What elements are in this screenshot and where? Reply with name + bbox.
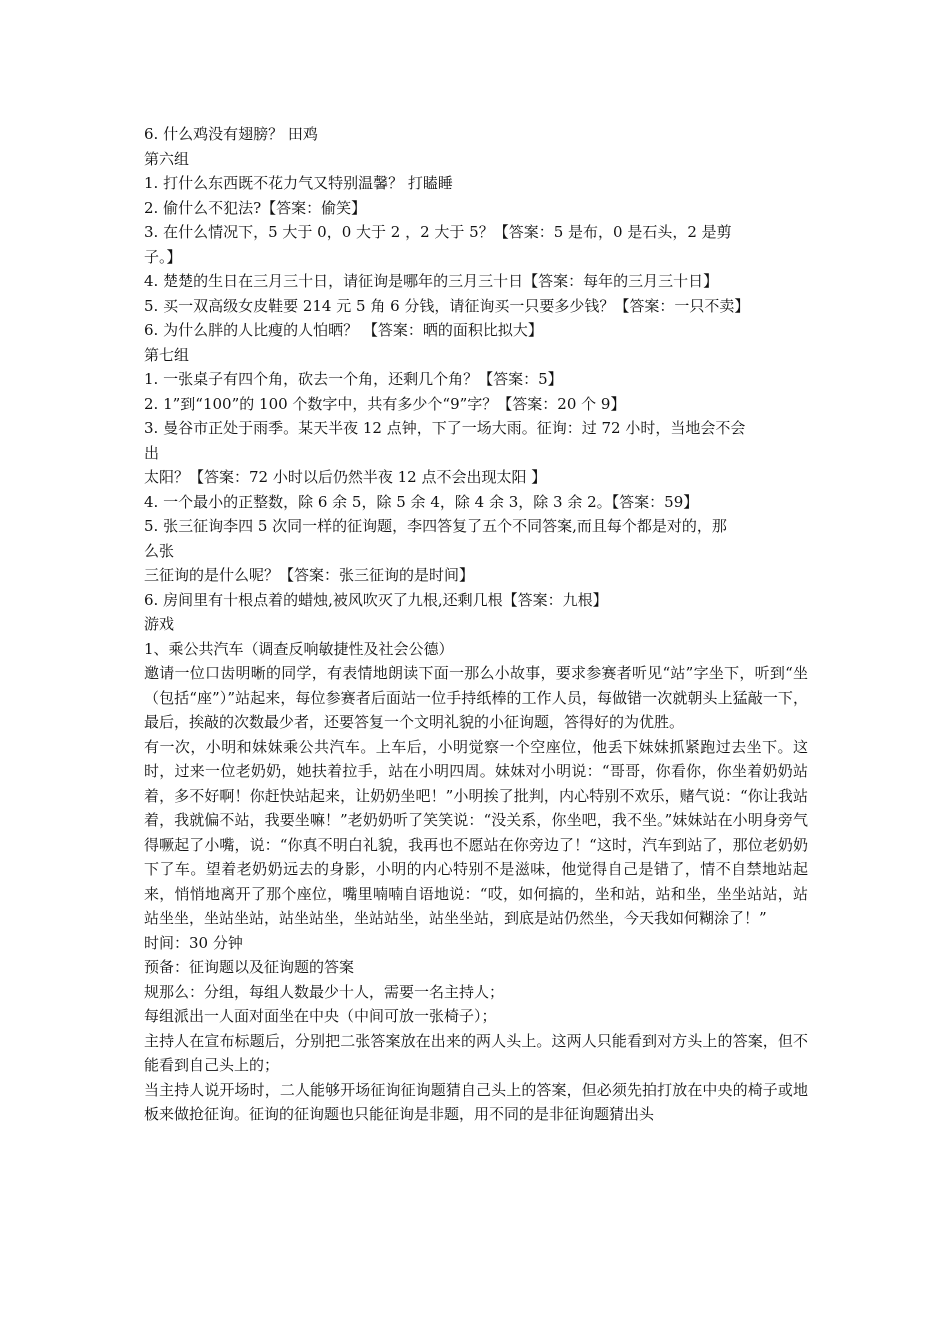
document-page [144,122,808,1127]
paragraph: 每组派出一人面对面坐在中央（中间可放一张椅子）； [144,1007,497,1025]
text-line: 5. 张三征询李四 5 次同一样的征询题，李四答复了五个不同答案,而且每个都是对的，那 [144,517,727,535]
text-line: 3. 曼谷市正处于雨季。某天半夜 12 点钟，下了一场大雨。征询：过 72 小时，当地会不会 [144,419,746,437]
paragraph: 有一次，小明和妹妹乘公共汽车。上车后，小明觉察一个空座位，他丢下妹妹抓紧跑过去坐下。这时，过来一位老奶奶，她扶着拉手，站在小明四周。妹妹对小明说：“哥哥，你看你，你坐着奶奶站着，多不好啊！你赶快站起来，让奶奶坐吧！”小明挨了批判，内心特别不欢乐，赌气说：“你让我站着，我就偏不站，我要坐嘛！”老奶奶听了笑笑说：“没关系，你坐吧，我不坐。”妹妹站在小明身旁气得噘起了小嘴，说：“你真不明白礼貌，我再也不愿站在你旁边了！“这时，汽车到站了，那位老奶奶下了车。望着老奶奶远去的身影，小明的内心特别不是滋味，他觉得自己是错了，情不自禁地站起来，悄悄地离开了那个座位，嘴里喃喃自语地说：“哎，如何搞的，坐和站，站和坐，坐坐站站，站站坐坐，坐站坐站，站坐站坐，坐站站坐，站坐坐站，到底是站仍然坐，今天我如何糊涂了！” [144,737,808,927]
section-heading: 第六组 [144,149,190,168]
text-line: 太阳？【答案：72 小时以后仍然半夜 12 点不会出现太阳 】 [144,468,547,486]
section-heading: 游戏 [144,615,175,633]
text-line: 3. 在什么情况下，5 大于 0，0 大于 2 ，2 大于 5？【答案：5 是布，0 是石头，2 是剪 [144,223,732,241]
section-heading: 第七组 [144,345,190,364]
text-line: 6. 房间里有十根点着的蜡烛,被风吹灭了九根,还剩几根【答案：九根】 [144,590,608,609]
paragraph: 当主持人说开场时，二人能够开场征询征询题猜自己头上的答案，但必须先拍打放在中央的椅子或地板来做抢征询。征询的征询题也只能征询是非题，用不同的是非征询题猜出头 [144,1080,808,1123]
text-line: 1、乘公共汽车（调查反响敏捷性及社会公德） [144,639,454,658]
text-line: 5. 买一双高级女皮鞋要 214 元 5 角 6 分钱，请征询买一只要多少钱？【答案：一只不卖】 [144,296,750,315]
text-line: 1. 一张桌子有四个角，砍去一个角，还剩几个角？【答案：5】 [144,370,563,388]
text-line: 4. 一个最小的正整数，除 6 余 5，除 5 余 4，除 4 余 3，除 3 余 2。【答案：59】 [144,492,699,511]
paragraph: 主持人在宣布标题后，分别把二张答案放在出来的两人头上。这两人只能看到对方头上的答案，但不能看到自己头上的； [144,1031,808,1074]
paragraph: 规那么：分组，每组人数最少十人，需要一名主持人； [144,982,505,1001]
paragraph: 预备：征询题以及征询题的答案 [144,958,355,976]
text-line: 4. 楚楚的生日在三月三十日，请征询是哪年的三月三十日【答案：每年的三月三十日】 [144,272,719,290]
text-line: 2. 偷什么不犯法?【答案：偷笑】 [144,198,367,217]
text-line: 6. 什么鸡没有翅膀？ 田鸡 [144,125,318,143]
text-line: 三征询的是什么呢？【答案：张三征询的是时间】 [144,566,475,584]
paragraph: 邀请一位口齿明晰的同学，有表情地朗读下面一那么小故事，要求参赛者听见“站”字坐下，听到“坐（包括“座”）”站起来，每位参赛者后面站一位手持纸棒的工作人员，每做错一次就朝头上猛敲一下，最后，挨敲的次数最少者，还要答复一个文明礼貌的小征询题，答得好的为优胜。 [144,664,808,731]
text-line: 6. 为什么胖的人比瘦的人怕晒？ 【答案：晒的面积比拟大】 [144,321,543,339]
text-line: 出 [144,443,160,462]
text-line: 子。】 [144,247,182,266]
text-line: 1. 打什么东西既不花力气又特别温馨？ 打瞌睡 [144,174,453,192]
text-line: 2. 1”到“100”的 100 个数字中，共有多少个“9”字？【答案：20 个 9】 [144,394,626,413]
paragraph: 时间：30 分钟 [144,933,243,952]
text-line: 么张 [144,541,175,560]
